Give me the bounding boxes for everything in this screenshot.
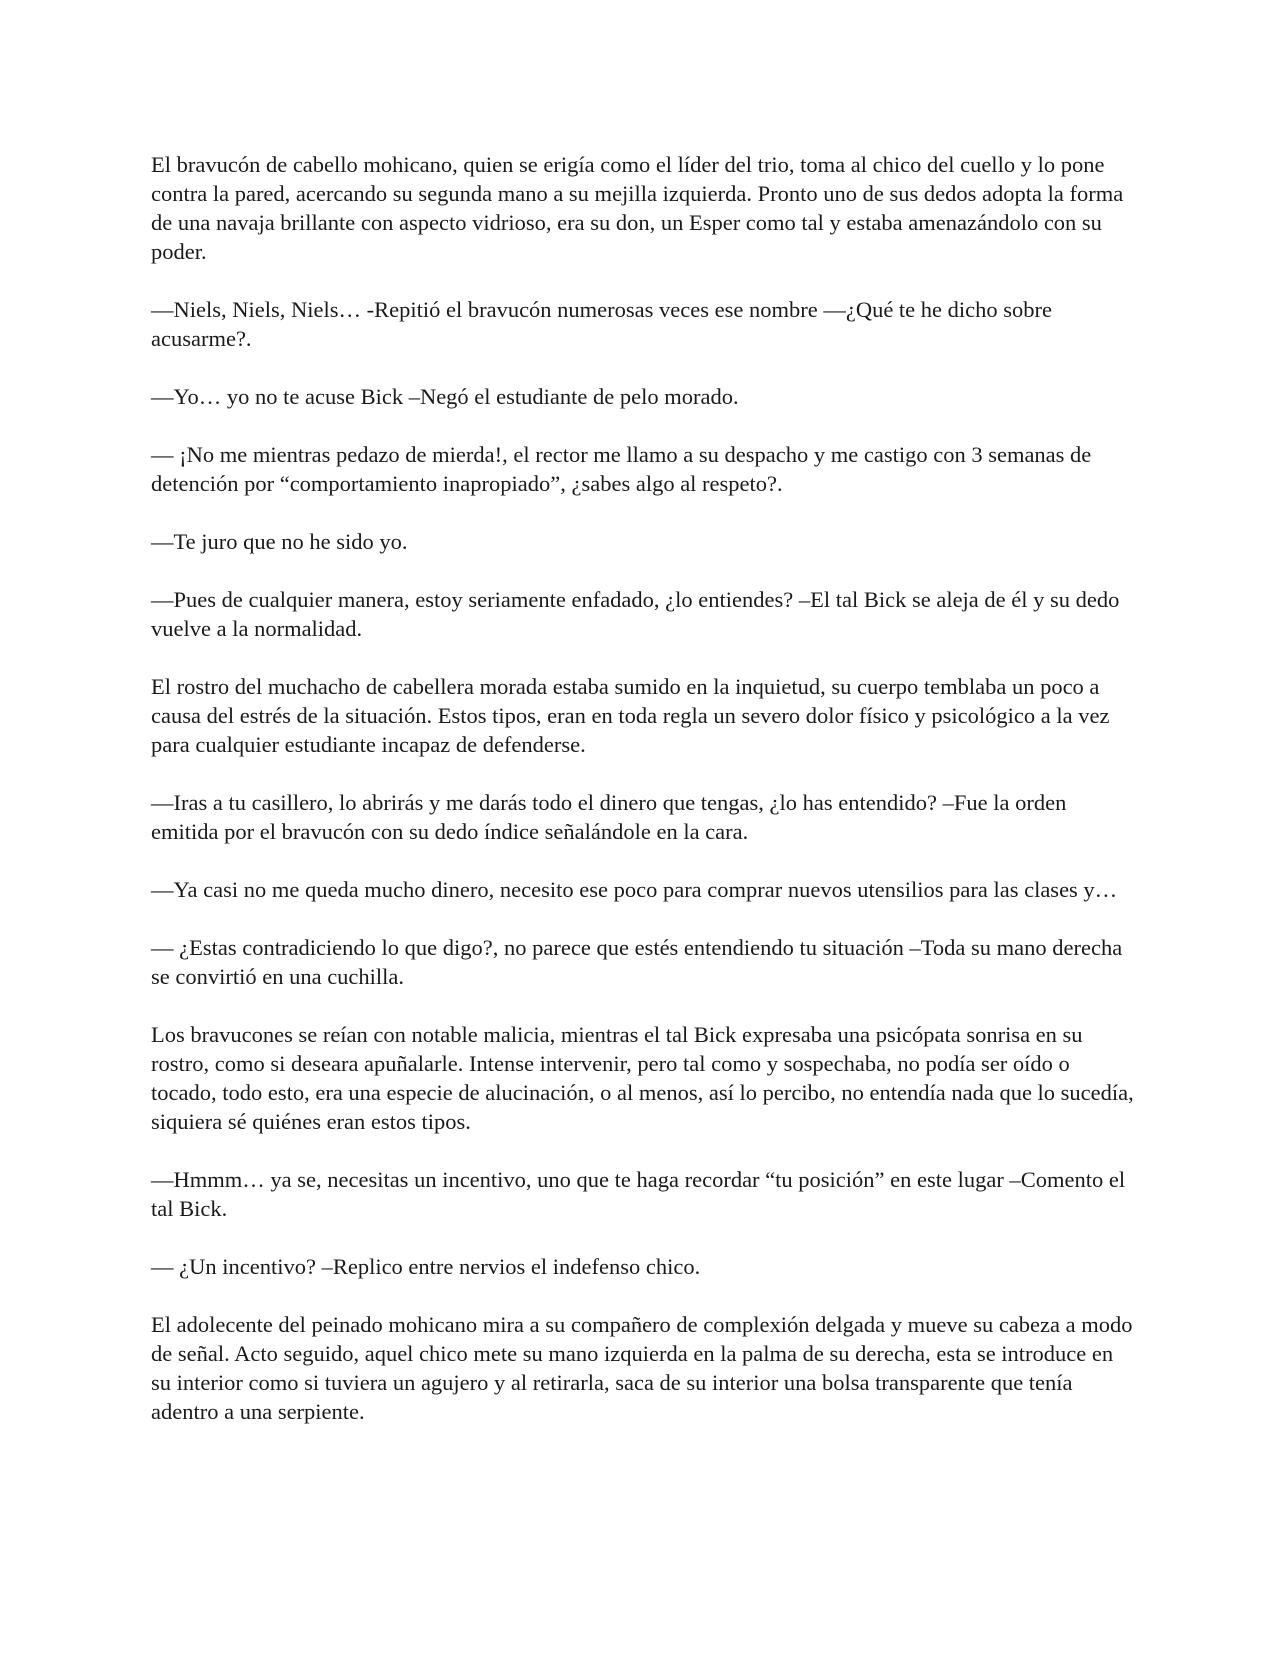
paragraph: — ¡No me mientras pedazo de mierda!, el rector me llamo a su despacho y me castigo con 3 semanas de detención por “comportamiento inapropiado”, ¿sabes algo al respeto?. — [151, 442, 1092, 496]
paragraph: —Ya casi no me queda mucho dinero, necesito ese poco para comprar nuevos utensilios para las clases y… — [151, 877, 1118, 902]
paragraph: —Yo… yo no te acuse Bick –Negó el estudiante de pelo morado. — [151, 384, 739, 409]
paragraph: Los bravucones se reían con notable malicia, mientras el tal Bick expresaba una psicópata sonrisa en su rostro, como si deseara apuñalarle. Intense intervenir, pero tal como y sospechaba, no podía ser oído o tocado, todo esto, era una especie de alucinación, o al menos, así lo percibo, no entendía nada que lo sucedía, siquiera sé quiénes eran estos tipos. — [151, 1022, 1134, 1134]
paragraph: El adolecente del peinado mohicano mira a su compañero de complexión delgada y mueve su cabeza a modo de señal. Acto seguido, aquel chico mete su mano izquierda en la palma de su derecha, esta se introduce en su interior como si tuviera un agujero y al retirarla, saca de su interior una bolsa transparente que tenía adentro a una serpiente. — [151, 1312, 1133, 1424]
paragraph: —Pues de cualquier manera, estoy seriamente enfadado, ¿lo entiendes? –El tal Bick se aleja de él y su dedo vuelve a la normalidad. — [151, 587, 1120, 641]
paragraph: El rostro del muchacho de cabellera morada estaba sumido en la inquietud, su cuerpo temblaba un poco a causa del estrés de la situación. Estos tipos, eran en toda regla un severo dolor físico y psicológico a la vez para cualquier estudiante incapaz de defenderse. — [151, 674, 1110, 757]
paragraph: —Iras a tu casillero, lo abrirás y me darás todo el dinero que tengas, ¿lo has entendido? –Fue la orden emitida por el bravucón con su dedo índice señalándole en la cara. — [151, 790, 1067, 844]
paragraph: —Te juro que no he sido yo. — [151, 529, 408, 554]
paragraph: El bravucón de cabello mohicano, quien se erigía como el líder del trio, toma al chico del cuello y lo pone contra la pared, acercando su segunda mano a su mejilla izquierda. Pronto uno de sus dedos adopta la forma de una navaja brillante con aspecto vidrioso, era su don, un Esper como tal y estaba amenazándolo con su poder. — [151, 152, 1124, 264]
paragraph: —Hmmm… ya se, necesitas un incentivo, uno que te haga recordar “tu posición” en este lugar –Comento el tal Bick. — [151, 1167, 1126, 1221]
paragraph: — ¿Un incentivo? –Replico entre nervios el indefenso chico. — [151, 1254, 701, 1279]
paragraph: — ¿Estas contradiciendo lo que digo?, no parece que estés entendiendo tu situación –Toda su mano derecha se convirtió en una cuchilla. — [151, 935, 1123, 989]
document-body — [151, 150, 1136, 1455]
paragraph: —Niels, Niels, Niels… -Repitió el bravucón numerosas veces ese nombre —¿Qué te he dicho sobre acusarme?. — [151, 297, 1052, 351]
